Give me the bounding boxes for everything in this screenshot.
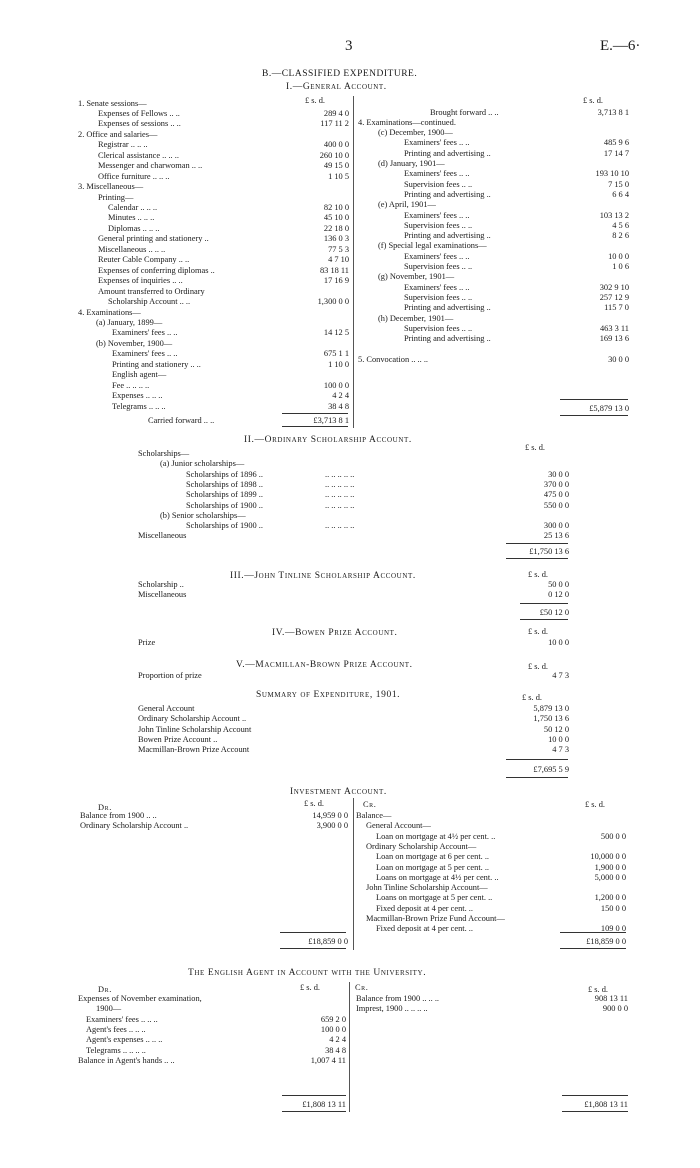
general-right-amount: 193 10 10 bbox=[595, 169, 629, 179]
general-left-amount: 675 1 1 bbox=[323, 349, 349, 359]
general-left-amount: 4 2 4 bbox=[332, 391, 349, 401]
ordinary-row-amount: 30 0 0 bbox=[548, 469, 569, 479]
general-left-label: Expenses of inquiries .. .. bbox=[98, 276, 183, 286]
ordinary-row-label: Scholarships— bbox=[138, 449, 190, 458]
general-left-label: Expenses of Fellows .. .. bbox=[98, 108, 180, 118]
general-left-label: (b) November, 1900— bbox=[96, 338, 173, 348]
english-agent-title: The English Agent in Account with the University. bbox=[188, 968, 427, 978]
general-left-label: Amount transferred to Ordinary bbox=[98, 286, 205, 296]
investment-divider bbox=[353, 798, 354, 950]
right-total-rule-bottom bbox=[560, 415, 628, 416]
summary-row-amount: 4 7 3 bbox=[552, 745, 569, 755]
general-right-amount: 8 2 6 bbox=[612, 231, 629, 241]
general-right-amount: 257 12 9 bbox=[599, 292, 629, 302]
agent-right-rule-bottom bbox=[562, 1111, 628, 1112]
investment-right-label: Loans on mortgage at 5 per cent. .. bbox=[376, 893, 493, 903]
tinline-row-label: Miscellaneous bbox=[138, 590, 187, 600]
general-right-label: Brought forward .. .. bbox=[430, 107, 499, 117]
tinline-total-rule-top bbox=[520, 603, 568, 604]
leader-dots: .. .. .. .. .. bbox=[325, 479, 355, 489]
general-right-label: Supervision fees .. .. bbox=[404, 179, 473, 189]
general-left-amount: 14 12 5 bbox=[323, 328, 349, 338]
ordinary-row-label: Miscellaneous bbox=[138, 531, 187, 541]
investment-right-amount: 150 0 0 bbox=[600, 903, 626, 913]
general-left-label: Scholarship Account .. .. bbox=[108, 297, 191, 307]
general-left-label: Fee .. .. .. .. bbox=[112, 380, 150, 390]
investment-right-label: Loan on mortgage at 4½ per cent. .. bbox=[376, 831, 496, 841]
investment-right-label: Fixed deposit at 4 per cent. .. bbox=[376, 924, 473, 934]
tinline-total-rule-bottom bbox=[520, 619, 568, 620]
bowen-row-label: Prize bbox=[138, 638, 156, 647]
investment-cr-label: Cr. bbox=[363, 800, 377, 809]
agent-left-rule-bottom bbox=[282, 1111, 346, 1112]
general-left-amount: 22 18 0 bbox=[323, 223, 349, 233]
general-left-label: General printing and stationery .. bbox=[98, 234, 209, 244]
general-right-amount: 6 6 4 bbox=[612, 189, 629, 199]
ordinary-col-head: £ s. d. bbox=[525, 443, 546, 452]
summary-col-head: £ s. d. bbox=[522, 693, 543, 702]
agent-left-label: Balance in Agent's hands .. .. bbox=[78, 1055, 175, 1065]
general-left-label: Registrar .. .. .. bbox=[98, 140, 148, 150]
tinline-row-label: Scholarship .. bbox=[138, 580, 184, 589]
general-right-label: (f) Special legal examinations— bbox=[378, 241, 487, 251]
general-right-label: Printing and advertising .. bbox=[404, 334, 491, 344]
summary-total-rule-top bbox=[506, 759, 568, 760]
leader-dots: .. .. .. .. .. bbox=[325, 521, 355, 531]
investment-title: Investment Account. bbox=[290, 787, 387, 797]
agent-left-total: £1,808 13 11 bbox=[302, 1100, 346, 1109]
ordinary-total-rule-bottom bbox=[506, 558, 568, 559]
investment-left-label: Balance from 1900 .. .. bbox=[80, 811, 157, 820]
agent-divider bbox=[349, 982, 350, 1112]
general-left-label: 4. Examinations— bbox=[78, 307, 141, 317]
general-left-label: Expenses .. .. .. bbox=[112, 391, 163, 401]
investment-left-rule-top bbox=[280, 932, 346, 933]
agent-left-amount: 38 4 8 bbox=[325, 1045, 346, 1055]
general-left-label: Telegrams .. .. .. bbox=[112, 401, 166, 411]
general-right-label: Examiners' fees .. .. bbox=[404, 210, 470, 220]
general-left-label: Examiners' fees .. .. bbox=[112, 328, 178, 338]
general-left-amount: 38 4 8 bbox=[328, 401, 349, 411]
right-column-head: £ s. d. bbox=[583, 96, 604, 105]
general-right-label: Printing and advertising .. bbox=[404, 231, 491, 241]
carried-forward-label: Carried forward .. .. bbox=[148, 416, 215, 425]
summary-row-amount: 10 0 0 bbox=[548, 734, 569, 744]
investment-left-rule-bottom bbox=[280, 948, 346, 949]
ordinary-row-label: (a) Junior scholarships— bbox=[160, 459, 245, 469]
general-right-amount: 463 3 11 bbox=[599, 323, 629, 333]
agent-left-label: Examiners' fees .. .. .. bbox=[86, 1014, 158, 1024]
general-left-label: Clerical assistance .. .. .. bbox=[98, 150, 179, 160]
general-left-label: Diplomas .. .. .. bbox=[108, 223, 160, 233]
general-account-divider bbox=[353, 96, 354, 428]
investment-right-amount: 1,900 0 0 bbox=[594, 862, 626, 872]
general-right-label: Supervision fees .. .. bbox=[404, 323, 473, 333]
investment-right-total: £18,859 0 0 bbox=[586, 937, 626, 946]
agent-left-label: Agent's fees .. .. .. bbox=[86, 1024, 146, 1034]
general-right-amount: 10 0 0 bbox=[608, 251, 629, 261]
investment-right-label: Loan on mortgage at 6 per cent. .. bbox=[376, 852, 490, 862]
agent-cr-label: Cr. bbox=[355, 983, 369, 992]
agent-left-label: Telegrams .. .. .. .. bbox=[86, 1045, 146, 1055]
investment-left-col-head: £ s. d. bbox=[304, 799, 325, 808]
general-left-label: Expenses of sessions .. .. bbox=[98, 119, 181, 129]
investment-right-amount: 500 0 0 bbox=[600, 831, 626, 841]
agent-left-amount: 4 2 4 bbox=[329, 1035, 346, 1045]
general-left-amount: 100 0 0 bbox=[323, 380, 349, 390]
general-left-amount: 1 10 5 bbox=[328, 171, 349, 181]
summary-row-amount: 5,879 13 0 bbox=[533, 704, 569, 713]
investment-right-label: Balance— bbox=[356, 811, 392, 820]
right-total-rule-top bbox=[560, 399, 628, 400]
agent-left-amount: 659 2 0 bbox=[320, 1014, 346, 1024]
general-left-label: Miscellaneous .. .. .. bbox=[98, 244, 166, 254]
general-left-amount: 260 10 0 bbox=[319, 150, 349, 160]
leader-dots: .. .. .. .. .. bbox=[325, 500, 355, 510]
investment-left-amount: 14,959 0 0 bbox=[312, 811, 348, 820]
ordinary-row-amount: 550 0 0 bbox=[543, 500, 569, 510]
carried-forward-amount: £3,713 8 1 bbox=[313, 416, 349, 425]
leader-dots: .. .. .. .. .. bbox=[325, 469, 355, 479]
general-right-amount: 169 13 6 bbox=[599, 334, 629, 344]
ordinary-row-label: Scholarships of 1898 .. bbox=[186, 479, 263, 489]
ordinary-total: £1,750 13 6 bbox=[529, 547, 569, 556]
investment-right-label: Loan on mortgage at 5 per cent. .. bbox=[376, 862, 490, 872]
tinline-row-amount: 50 0 0 bbox=[548, 580, 569, 589]
general-left-label: Messenger and charwoman .. .. bbox=[98, 161, 203, 171]
macmillan-row-label: Proportion of prize bbox=[138, 671, 202, 680]
ordinary-row-label: Scholarships of 1899 .. bbox=[186, 490, 263, 500]
macmillan-row-amount: 4 7 3 bbox=[552, 671, 569, 680]
ordinary-total-rule-top bbox=[506, 543, 568, 544]
general-right-label: (g) November, 1901— bbox=[378, 272, 455, 282]
tinline-row-amount: 0 12 0 bbox=[548, 590, 569, 600]
ordinary-row-label: Scholarships of 1900 .. bbox=[186, 500, 263, 510]
ordinary-row-label: Scholarships of 1900 .. bbox=[186, 521, 263, 531]
general-left-amount: 49 15 0 bbox=[323, 161, 349, 171]
general-right-amount: 4 5 6 bbox=[612, 220, 629, 230]
general-right-label: Examiners' fees .. .. bbox=[404, 138, 470, 148]
agent-left-rule-top bbox=[282, 1095, 346, 1096]
general-right-amount: 7 15 0 bbox=[608, 179, 629, 189]
summary-row-label: Ordinary Scholarship Account .. bbox=[138, 714, 247, 724]
tinline-total: £50 12 0 bbox=[539, 608, 569, 617]
agent-left-amount: 100 0 0 bbox=[320, 1024, 346, 1034]
investment-right-amount: 1,200 0 0 bbox=[594, 893, 626, 903]
general-left-label: (a) January, 1899— bbox=[96, 317, 163, 327]
agent-right-total: £1,808 13 11 bbox=[584, 1100, 628, 1109]
general-left-amount: 83 18 11 bbox=[319, 265, 349, 275]
general-left-label: Examiners' fees .. .. bbox=[112, 349, 178, 359]
summary-row-label: Macmillan-Brown Prize Account bbox=[138, 745, 250, 755]
investment-left-total: £18,859 0 0 bbox=[308, 937, 348, 946]
general-left-amount: 4 7 10 bbox=[328, 255, 349, 265]
ordinary-row-amount: 370 0 0 bbox=[543, 479, 569, 489]
general-left-label: Printing and stationery .. .. bbox=[112, 359, 201, 369]
general-left-label: English agent— bbox=[112, 370, 167, 380]
agent-right-col-head: £ s. d. bbox=[588, 985, 609, 994]
general-left-amount: 45 10 0 bbox=[323, 213, 349, 223]
general-right-amount: 3,713 8 1 bbox=[597, 107, 629, 117]
investment-right-rule-top bbox=[560, 932, 626, 933]
investment-right-label: Ordinary Scholarship Account— bbox=[366, 841, 477, 851]
summary-row-label: John Tinline Scholarship Account bbox=[138, 724, 252, 734]
general-left-label: 2. Office and salaries— bbox=[78, 129, 158, 139]
bowen-title: IV.—Bowen Prize Account. bbox=[272, 628, 398, 638]
general-right-label: 4. Examinations—continued. bbox=[358, 117, 456, 127]
summary-row-amount: 50 12 0 bbox=[543, 724, 569, 734]
investment-right-amount: 109 0 0 bbox=[600, 924, 626, 934]
general-right-amount: 30 0 0 bbox=[608, 354, 629, 364]
agent-left-col-head: £ s. d. bbox=[300, 983, 321, 992]
ordinary-row-amount: 25 13 6 bbox=[543, 531, 569, 541]
agent-left-label: Agent's expenses .. .. .. bbox=[86, 1035, 163, 1045]
agent-right-label: Balance from 1900 .. .. .. bbox=[356, 994, 440, 1003]
general-right-label: Examiners' fees .. .. bbox=[404, 282, 470, 292]
general-right-amount: 103 13 2 bbox=[599, 210, 629, 220]
bowen-col-head: £ s. d. bbox=[528, 627, 549, 636]
general-left-label: Office furniture .. .. .. bbox=[98, 171, 170, 181]
agent-right-amount: 900 0 0 bbox=[602, 1004, 628, 1014]
investment-left-label: Ordinary Scholarship Account .. bbox=[80, 821, 189, 831]
investment-right-amount: 10,000 0 0 bbox=[590, 852, 626, 862]
left-column-head: £ s. d. bbox=[305, 96, 326, 105]
general-right-label: Supervision fees .. .. bbox=[404, 220, 473, 230]
general-left-amount: 289 4 0 bbox=[323, 108, 349, 118]
summary-title: Summary of Expenditure, 1901. bbox=[256, 690, 401, 700]
general-left-amount: 1,300 0 0 bbox=[317, 297, 349, 307]
general-right-label: 5. Convocation .. .. .. bbox=[358, 354, 429, 364]
general-left-amount: 82 10 0 bbox=[323, 203, 349, 212]
general-right-amount: 115 7 0 bbox=[604, 303, 629, 313]
general-right-amount: 17 14 7 bbox=[603, 148, 629, 158]
general-right-amount: 302 9 10 bbox=[599, 282, 629, 292]
summary-total-rule-bottom bbox=[506, 777, 568, 778]
tinline-col-head: £ s. d. bbox=[528, 570, 549, 579]
general-left-amount: 77 5 3 bbox=[328, 244, 349, 254]
bowen-row-amount: 10 0 0 bbox=[548, 638, 569, 647]
agent-left-label: Expenses of November examination, bbox=[78, 994, 202, 1003]
ordinary-row-label: Scholarships of 1896 .. bbox=[186, 469, 263, 479]
general-right-label: Examiners' fees .. .. bbox=[404, 251, 470, 261]
general-left-amount: 400 0 0 bbox=[323, 140, 349, 150]
carried-forward-rule-top bbox=[282, 413, 348, 414]
page-number: 3 bbox=[345, 38, 353, 54]
ordinary-scholarship-title: II.—Ordinary Scholarship Account. bbox=[244, 435, 412, 445]
general-right-label: Printing and advertising .. bbox=[404, 303, 491, 313]
macmillan-title: V.—Macmillan-Brown Prize Account. bbox=[236, 660, 413, 670]
general-left-label: 1. Senate sessions— bbox=[78, 98, 147, 108]
ordinary-row-amount: 300 0 0 bbox=[543, 521, 569, 531]
general-right-amount: 1 0 6 bbox=[612, 262, 629, 271]
investment-right-label: Loans on mortgage at 4½ per cent. .. bbox=[376, 872, 499, 882]
agent-right-rule-top bbox=[562, 1095, 628, 1096]
general-right-label: (e) April, 1901— bbox=[378, 200, 436, 210]
investment-right-col-head: £ s. d. bbox=[585, 800, 606, 809]
general-left-amount: 136 0 3 bbox=[323, 234, 349, 244]
general-right-label: (d) January, 1901— bbox=[378, 159, 445, 168]
general-left-label: Calendar .. .. .. bbox=[108, 203, 158, 212]
summary-row-amount: 1,750 13 6 bbox=[533, 714, 569, 724]
tinline-title: III.—John Tinline Scholarship Account. bbox=[230, 571, 416, 581]
investment-right-label: John Tinline Scholarship Account— bbox=[366, 883, 488, 893]
general-left-label: Expenses of conferring diplomas .. bbox=[98, 265, 215, 275]
general-right-label: Supervision fees .. .. bbox=[404, 262, 473, 271]
general-right-label: Supervision fees .. .. bbox=[404, 292, 473, 302]
general-right-label: (c) December, 1900— bbox=[378, 128, 453, 138]
report-reference: E.—6· bbox=[600, 38, 641, 54]
general-left-amount: 1 10 0 bbox=[328, 359, 349, 369]
investment-right-label: Macmillan-Brown Prize Fund Account— bbox=[366, 914, 505, 923]
general-right-label: Printing and advertising .. bbox=[404, 148, 491, 158]
summary-row-label: Bowen Prize Account .. bbox=[138, 734, 218, 744]
general-right-label: Examiners' fees .. .. bbox=[404, 169, 470, 179]
investment-left-amount: 3,900 0 0 bbox=[316, 821, 348, 831]
carried-forward-rule-bottom bbox=[282, 426, 348, 427]
general-left-amount: 17 16 9 bbox=[323, 276, 349, 286]
classified-expenditure-title: B.—CLASSIFIED EXPENDITURE. bbox=[262, 69, 418, 79]
investment-right-label: General Account— bbox=[366, 821, 431, 831]
agent-right-amount: 908 13 11 bbox=[594, 994, 628, 1003]
general-left-label: 3. Miscellaneous— bbox=[78, 182, 144, 192]
investment-right-label: Fixed deposit at 4 per cent. .. bbox=[376, 903, 473, 913]
investment-right-amount: 5,000 0 0 bbox=[594, 872, 626, 882]
general-right-label: Printing and advertising .. bbox=[404, 189, 491, 199]
general-left-label: Printing— bbox=[98, 192, 134, 202]
general-left-label: Reuter Cable Company .. .. bbox=[98, 255, 190, 265]
leader-dots: .. .. .. .. .. bbox=[325, 490, 355, 500]
ordinary-row-label: (b) Senior scholarships— bbox=[160, 510, 246, 520]
general-left-label: Minutes .. .. .. bbox=[108, 213, 155, 223]
agent-left-label: 1900— bbox=[96, 1004, 122, 1014]
agent-left-amount: 1,007 4 11 bbox=[310, 1055, 346, 1065]
ordinary-row-amount: 475 0 0 bbox=[543, 490, 569, 500]
general-right-label: (h) December, 1901— bbox=[378, 313, 454, 323]
investment-right-rule-bottom bbox=[560, 948, 626, 949]
agent-dr-label: Dr. bbox=[98, 985, 112, 994]
general-account-title: I.—General Account. bbox=[286, 82, 387, 92]
summary-row-label: General Account bbox=[138, 704, 195, 713]
general-left-amount: 117 11 2 bbox=[320, 119, 349, 129]
agent-right-label: Imprest, 1900 .. .. .. .. bbox=[356, 1004, 428, 1014]
general-right-total: £5,879 13 0 bbox=[589, 404, 629, 413]
macmillan-col-head: £ s. d. bbox=[528, 662, 549, 671]
summary-total: £7,695 5 9 bbox=[533, 765, 569, 774]
general-right-amount: 485 9 6 bbox=[603, 138, 629, 148]
investment-dr-label: Dr. bbox=[98, 803, 112, 812]
